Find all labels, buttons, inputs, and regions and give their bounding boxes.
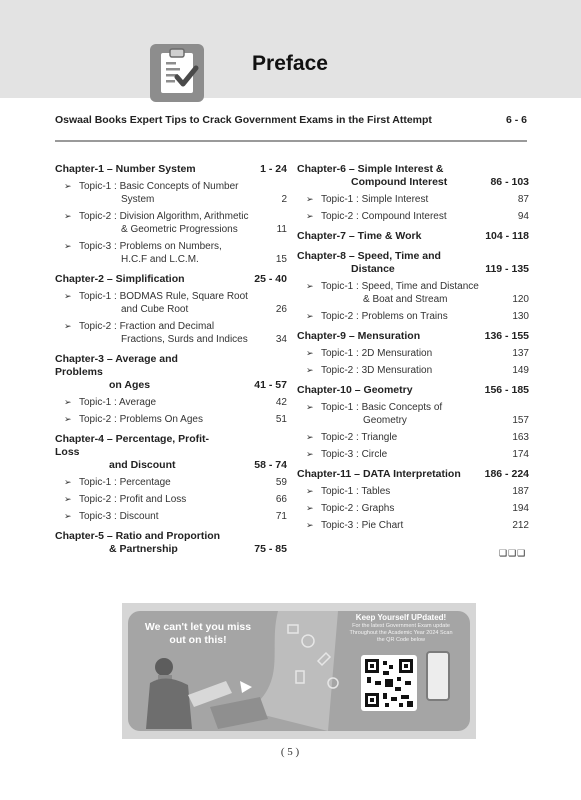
chapter-pages: 119 - 135 — [485, 263, 529, 275]
chapter-entry — [297, 230, 529, 243]
topic-title-line: Geometry — [363, 415, 407, 426]
topic-entry — [297, 347, 529, 360]
topic-entry — [297, 310, 529, 323]
topic-title: Topic-2 : Problems On Ages — [79, 414, 203, 425]
topic-entry — [55, 396, 287, 409]
topic-page: 137 — [512, 348, 529, 359]
topic-entry — [55, 510, 287, 523]
topic-page: 174 — [512, 449, 529, 460]
topic-entry — [297, 193, 529, 206]
topic-title-line: System — [121, 194, 155, 205]
chapter-title-line: Chapter-10 – Geometry — [297, 384, 413, 396]
chapter-title-line: Chapter-2 – Simplification — [55, 273, 185, 285]
topic-title: Topic-1 : 2D Mensuration — [321, 348, 433, 359]
topic-page: 87 — [517, 194, 529, 205]
topic-title: Topic-3 : Discount — [79, 511, 159, 522]
chapter-title-line: Chapter-8 – Speed, Time and — [297, 250, 441, 262]
topic-entry — [297, 485, 529, 498]
chapter-title — [55, 273, 287, 286]
page-title: Preface — [252, 52, 328, 75]
chapter-pages: 1 - 24 — [260, 163, 287, 175]
arrow-bullet-icon: ➢ — [306, 281, 314, 291]
topic-page: 15 — [275, 254, 287, 265]
topic-entry — [55, 180, 287, 206]
banner-card — [128, 611, 470, 731]
topic-page: 51 — [275, 414, 287, 425]
arrow-bullet-icon: ➢ — [306, 211, 314, 221]
topic-entry — [297, 502, 529, 515]
chapter-entry — [55, 163, 287, 176]
chapter-pages: 136 - 155 — [484, 330, 529, 342]
chapter-pages: 25 - 40 — [254, 273, 287, 285]
arrow-bullet-icon: ➢ — [64, 414, 72, 424]
topic-title: Topic-1 : Simple Interest — [321, 194, 429, 205]
chapter-title-line: and Discount — [109, 459, 176, 471]
topic-page: 59 — [275, 477, 287, 488]
topic-title: Topic-2 : Graphs — [321, 503, 395, 514]
topic-title: Topic-2 : Division Algorithm, Arithmetic — [79, 211, 249, 222]
chapter-title-line: Chapter-3 – Average and Problems — [55, 353, 178, 378]
topic-entry — [297, 519, 529, 532]
topic-title: Topic-3 : Circle — [321, 449, 388, 460]
topic-entry — [55, 210, 287, 236]
arrow-bullet-icon: ➢ — [64, 494, 72, 504]
topic-page: 11 — [276, 224, 287, 235]
chapter-entry — [297, 468, 529, 481]
chapter-pages: 86 - 103 — [490, 176, 529, 188]
chapter-title — [55, 433, 287, 472]
chapter-pages: 186 - 224 — [484, 468, 529, 480]
chapter-entry — [55, 433, 287, 472]
arrow-bullet-icon: ➢ — [306, 365, 314, 375]
topic-title-line: H.C.F and L.C.M. — [121, 254, 199, 265]
chapter-pages: 58 - 74 — [254, 459, 287, 471]
preface-line-text: Oswaal Books Expert Tips to Crack Government Exams in the First Attempt — [55, 114, 432, 126]
arrow-bullet-icon: ➢ — [306, 311, 314, 321]
chapter-title-line: Distance — [351, 263, 395, 275]
topic-title: Topic-1 : Percentage — [79, 477, 171, 488]
topic-title: Topic-2 : Triangle — [321, 432, 398, 443]
clipboard-check-icon — [150, 44, 204, 102]
chapter-title-line: Chapter-1 – Number System — [55, 163, 196, 175]
topic-page: 120 — [512, 294, 529, 305]
topic-entry — [297, 448, 529, 461]
phone-icon — [426, 651, 450, 701]
qr-code-icon[interactable] — [361, 655, 417, 711]
preface-line-pages: 6 - 6 — [505, 114, 527, 126]
topic-page: 34 — [275, 334, 287, 345]
topic-page: 187 — [512, 486, 529, 497]
topic-entry — [55, 476, 287, 489]
topic-title: Topic-2 : Profit and Loss — [79, 494, 187, 505]
topic-title: Topic-2 : Problems on Trains — [321, 311, 448, 322]
topic-title: Topic-1 : BODMAS Rule, Square Root — [79, 291, 248, 302]
toc-left-column — [55, 163, 287, 556]
arrow-bullet-icon: ➢ — [306, 194, 314, 204]
arrow-bullet-icon: ➢ — [64, 181, 72, 191]
topic-entry — [55, 290, 287, 316]
toc-right-column — [297, 163, 529, 532]
arrow-bullet-icon: ➢ — [306, 520, 314, 530]
topic-entry — [297, 401, 529, 427]
topic-title-line: Fractions, Surds and Indices — [121, 334, 248, 345]
topic-page: 66 — [275, 494, 287, 505]
topic-title: Topic-1 : Basic Concepts of — [321, 402, 443, 413]
chapter-entry — [55, 273, 287, 286]
topic-entry — [55, 240, 287, 266]
chapter-title — [55, 353, 287, 392]
header-band — [0, 0, 581, 98]
chapter-entry — [297, 163, 529, 189]
topic-title: Topic-2 : 3D Mensuration — [321, 365, 433, 376]
chapter-title-line: Chapter-11 – DATA Interpretation — [297, 468, 461, 480]
chapter-title-line: Compound Interest — [351, 176, 448, 188]
topic-page: 2 — [281, 194, 287, 205]
arrow-bullet-icon: ➢ — [306, 348, 314, 358]
banner-title: Keep Yourself UPdated! — [355, 613, 447, 622]
topic-page: 42 — [275, 397, 287, 408]
arrow-bullet-icon: ➢ — [306, 449, 314, 459]
topic-page: 26 — [275, 304, 287, 315]
arrow-bullet-icon: ➢ — [64, 321, 72, 331]
topic-title-line: & Geometric Progressions — [121, 224, 238, 235]
arrow-bullet-icon: ➢ — [64, 511, 72, 521]
topic-page: 163 — [512, 432, 529, 443]
chapter-title-line: Chapter-6 – Simple Interest & — [297, 163, 444, 175]
promo-banner — [122, 603, 476, 739]
topic-title: Topic-1 : Tables — [321, 486, 391, 497]
chapter-entry — [55, 530, 287, 556]
arrow-bullet-icon: ➢ — [306, 503, 314, 513]
topic-entry — [297, 364, 529, 377]
topic-title: Topic-3 : Pie Chart — [321, 520, 404, 531]
topic-title-line: & Boat and Stream — [363, 294, 448, 305]
topic-page: 149 — [512, 365, 529, 376]
topic-title: Topic-1 : Average — [79, 397, 157, 408]
chapter-title-line: Chapter-9 – Mensuration — [297, 330, 421, 342]
topic-page: 94 — [517, 211, 529, 222]
arrow-bullet-icon: ➢ — [64, 291, 72, 301]
topic-title: Topic-1 : Basic Concepts of Number — [79, 181, 239, 192]
arrow-bullet-icon: ➢ — [64, 397, 72, 407]
chapter-title-line: Chapter-4 – Percentage, Profit-Loss — [55, 433, 210, 458]
arrow-bullet-icon: ➢ — [64, 477, 72, 487]
topic-entry — [55, 493, 287, 506]
topic-title-line: and Cube Root — [121, 304, 189, 315]
topic-page: 157 — [512, 415, 529, 426]
arrow-bullet-icon: ➢ — [306, 402, 314, 412]
page-number: ( 5 ) — [280, 746, 300, 758]
topic-title: Topic-2 : Fraction and Decimal — [79, 321, 215, 332]
arrow-bullet-icon: ➢ — [64, 211, 72, 221]
arrow-bullet-icon: ➢ — [306, 486, 314, 496]
arrow-bullet-icon: ➢ — [64, 241, 72, 251]
chapter-pages: 41 - 57 — [254, 379, 287, 391]
end-marks: ❑❑❑ — [499, 548, 527, 558]
chapter-pages: 156 - 185 — [484, 384, 529, 396]
chapter-entry — [55, 353, 287, 392]
chapter-title-line: on Ages — [109, 379, 151, 391]
chapter-entry — [297, 250, 529, 276]
chapter-title — [55, 163, 287, 176]
topic-entry — [55, 413, 287, 426]
divider — [55, 140, 527, 142]
topic-entry — [297, 431, 529, 444]
chapter-title-line: & Partnership — [109, 543, 178, 555]
chapter-entry — [297, 384, 529, 397]
banner-left-text: We can't let you miss out on this! — [144, 621, 252, 646]
arrow-bullet-icon: ➢ — [306, 432, 314, 442]
topic-entry — [297, 210, 529, 223]
topic-entry — [297, 280, 529, 306]
topic-page: 212 — [512, 520, 529, 531]
topic-page: 194 — [512, 503, 529, 514]
banner-subtitle: For the latest Government Exam update Throughout the Academic Year 2024 Scan the QR Code below — [349, 623, 453, 643]
preface-line — [55, 114, 527, 130]
topic-title: Topic-1 : Speed, Time and Distance — [321, 281, 479, 292]
chapter-entry — [297, 330, 529, 343]
chapter-title-line: Chapter-7 – Time & Work — [297, 230, 422, 242]
topic-entry — [55, 320, 287, 346]
topic-page: 71 — [275, 511, 287, 522]
chapter-title — [55, 530, 287, 556]
topic-title: Topic-2 : Compound Interest — [321, 211, 447, 222]
chapter-pages: 75 - 85 — [254, 543, 287, 555]
topic-page: 130 — [512, 311, 529, 322]
topic-title: Topic-3 : Problems on Numbers, — [79, 241, 222, 252]
chapter-pages: 104 - 118 — [485, 230, 529, 242]
chapter-title-line: Chapter-5 – Ratio and Proportion — [55, 530, 221, 542]
